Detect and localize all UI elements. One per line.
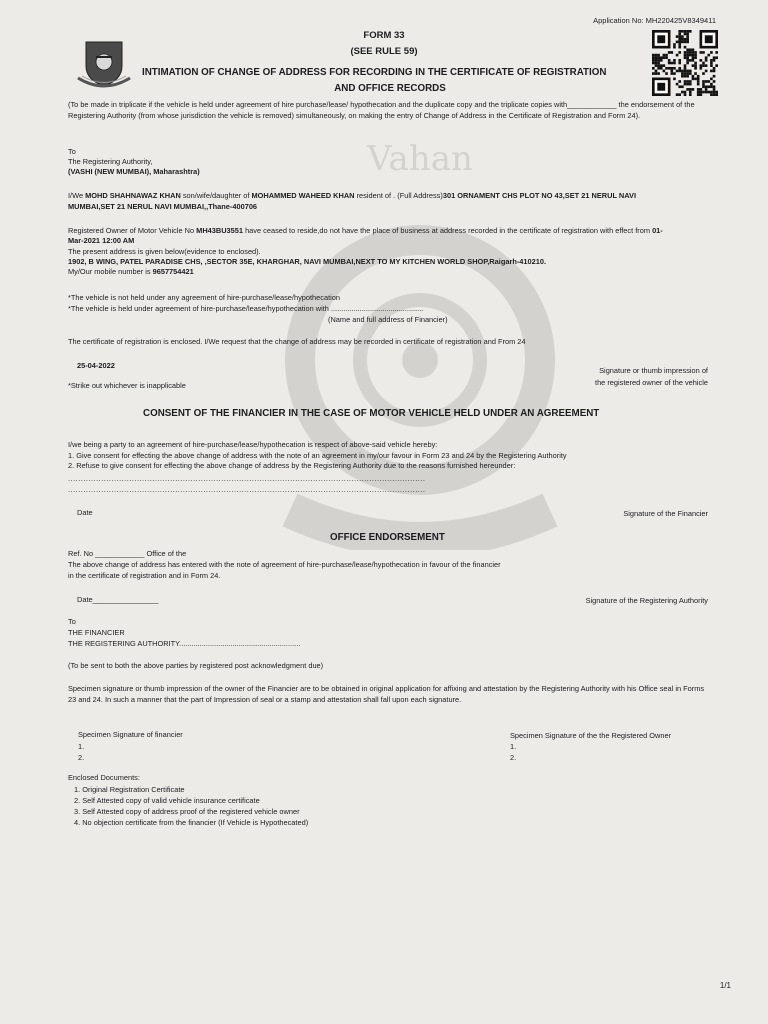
specimen-financier-label: Specimen Signature of financier [78, 730, 183, 739]
form-title-line1: INTIMATION OF CHANGE OF ADDRESS FOR RECORDING IN THE CERTIFICATE OF REGISTRATION [142, 67, 607, 78]
owner-signature-label-2: the registered owner of the vehicle [595, 378, 708, 387]
hypothecation-line1: *The vehicle is not held under any agreement of hire-purchase/lease/hypothecation [68, 293, 340, 302]
endorsement-date: Date________________ [77, 595, 159, 604]
qr-code-icon [650, 30, 720, 96]
certificate-note: The certificate of registration is enclosed. I/We request that the change of address may be recorded in certificate of registration and From 24 [68, 337, 526, 346]
enclosed-documents-list [74, 784, 308, 828]
consent-intro: I/we being a party to an agreement of hire-purchase/lease/hypothecation is respect of above-said vehicle hereby: [68, 440, 438, 449]
svg-text:Vahan: Vahan [367, 139, 473, 179]
owner-address: 301 ORNAMENT CHS PLOT NO 43,SET 21 NERUL NAVI [442, 191, 636, 200]
owner-statement: I/We MOHD SHAHNAWAZ KHAN son/wife/daughter of MOHAMMED WAHEED KHAN resident of . (Full Address)301 ORNAMENT CHS PLOT NO 43,SET 21 NERUL NAVI [68, 191, 636, 200]
owner-signature-label-1: Signature or thumb impression of [599, 366, 708, 375]
to-office: (VASHI (NEW MUMBAI), Maharashtra) [68, 167, 200, 176]
enclosed-documents-label: Enclosed Documents: [68, 773, 140, 782]
office-endorsement-heading: OFFICE ENDORSEMENT [330, 532, 445, 543]
enclosed-document-item: 3. Self Attested copy of address proof of the registered vehicle owner [74, 807, 300, 816]
registering-authority-signature: Signature of the Registering Authority [585, 596, 708, 605]
specimen-note: Specimen signature or thumb impression of the owner of the Financier are to be obtained in original application for affixing and attestation by the Registering Authority with his Office seal in Forms 23 and 24. In such a manner that the part of Impression of seal or a stamp and attestation shall fall upon each signature. [68, 684, 705, 704]
present-address-label: The present address is given below(evidence to enclosed). [68, 247, 261, 256]
form-number: FORM 33 [363, 30, 405, 41]
enclosed-document-item: 4. No objection certificate from the financier (If Vehicle is Hypothecated) [74, 818, 309, 827]
office-to-financier: THE FINANCIER [68, 628, 125, 637]
enclosed-document-item: 2. Self Attested copy of valid vehicle insurance certificate [74, 796, 260, 805]
owner-address-line2: MUMBAI,SET 21 NERUL NAVI MUMBAI,,Thane-400706 [68, 202, 258, 211]
enclosed-document-item: 1. Original Registration Certificate [74, 785, 185, 794]
consent-item-1: 1. Give consent for effecting the above change of address with the note of an agreement in my/our favour in Form 23 and 24 by the Registering Authority [68, 451, 567, 460]
present-address: 1902, B WING, PATEL PARADISE CHS, ,SECTOR 35E, KHARGHAR, NAVI MUMBAI,NEXT TO MY KITCHEN WORLD SHOP,Raigarh-410210. [68, 257, 547, 266]
specimen-financier-2: 2. [78, 753, 85, 762]
vehicle-statement: Registered Owner of Motor Vehicle No MH43BU3551 have ceased to reside,do not have the place of business at address recorded in the certificate of registration with effect from 01- [68, 226, 663, 235]
to-label: To [68, 147, 76, 156]
post-note: (To be sent to both the above parties by registered post acknowledgment due) [68, 661, 324, 670]
strike-out-note: *Strike out whichever is inapplicable [68, 381, 186, 390]
form-title-line2: AND OFFICE RECORDS [334, 83, 446, 94]
effect-from-date: Mar-2021 12:00 AM [68, 236, 135, 245]
consent-item-2: 2. Refuse to give consent for effecting the above change of address by the Registering Authority due to the reasons furnished hereunder: [68, 461, 516, 470]
financier-signature-label: Signature of the Financier [623, 509, 708, 518]
to-authority: The Registering Authority, [68, 157, 153, 166]
vehicle-number: MH43BU3551 [196, 226, 244, 235]
intro-paragraph: (To be made in triplicate if the vehicle is held under agreement of hire purchase/lease/ hypothecation and the duplicate copy and the triplicate copies with____________ the endorsement of the Registering Authority (from whose jurisdiction the vehicle is removed) simultaneously, on making the entry of Change of Address in the Certificate of Registration and Form 24). [68, 100, 695, 120]
specimen-financier-1: 1. [78, 742, 85, 751]
ref-number: Ref. No ____________ Office of the [68, 549, 187, 558]
owner-father-name: MOHAMMED WAHEED KHAN [251, 191, 355, 200]
office-to-label: To [68, 617, 76, 626]
consent-reason-line-1: ............................................................................................................................................ [68, 474, 426, 483]
consent-heading: CONSENT OF THE FINANCIER IN THE CASE OF MOTOR VEHICLE HELD UNDER AN AGREEMENT [143, 408, 600, 419]
endorsement-line-1: The above change of address has entered with the note of agreement of hire-purchase/lease/hypothecation in favour of the financier [68, 560, 501, 569]
page-number: 1/1 [719, 981, 731, 990]
specimen-owner-1: 1. [510, 742, 517, 751]
mobile-number: My/Our mobile number is 9657754421 [68, 267, 194, 276]
application-date: 25-04-2022 [77, 361, 115, 370]
application-number: Application No: MH220425V8349411 [593, 16, 716, 25]
consent-reason-line-2: ............................................................................................................................................ [68, 485, 426, 494]
owner-name: MOHD SHAHNAWAZ KHAN [85, 191, 181, 200]
specimen-owner-2: 2. [510, 753, 517, 762]
hypothecation-line2: *The vehicle is held under agreement of hire-purchase/lease/hypothecation with ............................................. [68, 304, 424, 313]
office-to-authority: THE REGISTERING AUTHORITY........................................................... [68, 639, 301, 648]
financier-name-label: (Name and full address of Financier) [328, 315, 448, 324]
rule-reference: (SEE RULE 59) [350, 46, 418, 57]
specimen-owner-label: Specimen Signature of the the Registered Owner [510, 731, 672, 740]
endorsement-line-2: in the certificate of registration and in Form 24. [68, 571, 221, 580]
consent-date-label: Date [77, 508, 93, 517]
